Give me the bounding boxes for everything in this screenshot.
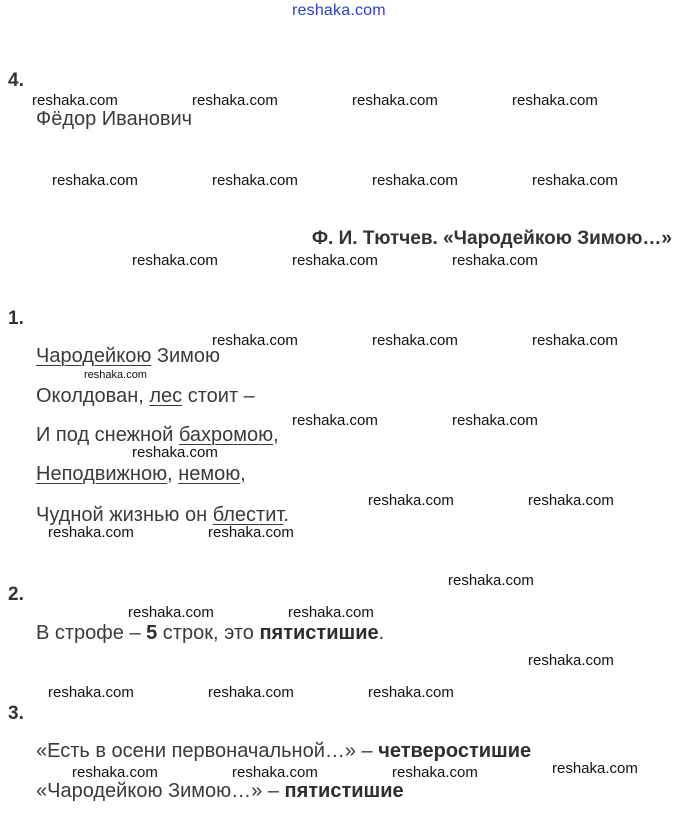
watermark: reshaka.com <box>132 252 218 269</box>
underlined-word: Неподвижною <box>36 463 168 485</box>
poem-line-2: Околдован, лес стоит – <box>36 385 255 407</box>
watermark: reshaka.com <box>452 412 538 429</box>
watermark: reshaka.com <box>288 604 374 621</box>
watermark: reshaka.com <box>128 604 214 621</box>
watermark: reshaka.com <box>84 369 147 381</box>
stanza-term: пятистишие <box>259 622 379 644</box>
poem-line-3: И под снежной бахромою, <box>36 424 279 446</box>
comparison-row-1: «Есть в осени первоначальной…» – четверостишие <box>36 740 532 762</box>
watermark: reshaka.com <box>528 492 614 509</box>
watermark: reshaka.com <box>552 760 638 777</box>
watermark: reshaka.com <box>212 172 298 189</box>
watermark: reshaka.com <box>368 684 454 701</box>
poem-heading: Ф. И. Тютчев. «Чародейкою Зимою…» <box>311 228 672 249</box>
underlined-word: лес <box>149 385 183 407</box>
watermark: reshaka.com <box>292 412 378 429</box>
underlined-word: бахромою <box>178 424 274 446</box>
watermark: reshaka.com <box>72 764 158 781</box>
watermark: reshaka.com <box>292 252 378 269</box>
line-count: 5 <box>146 622 158 644</box>
watermark: reshaka.com <box>132 444 218 461</box>
section-number-2: 2. <box>8 584 24 605</box>
watermark: reshaka.com <box>372 172 458 189</box>
underlined-word: немою <box>178 463 241 485</box>
watermark: reshaka.com <box>192 92 278 109</box>
watermark: reshaka.com <box>532 172 618 189</box>
poem-line-4: Неподвижною, немою, <box>36 463 246 485</box>
site-header[interactable]: reshaka.com <box>292 2 386 19</box>
section-number-1: 1. <box>8 308 24 329</box>
stanza-term: четверостишие <box>378 740 532 762</box>
watermark: reshaka.com <box>368 492 454 509</box>
poem-line-5: Чудной жизнью он блестит. <box>36 504 289 526</box>
watermark: reshaka.com <box>452 252 538 269</box>
watermark: reshaka.com <box>52 172 138 189</box>
watermark: reshaka.com <box>392 764 478 781</box>
watermark: reshaka.com <box>48 524 134 541</box>
watermark: reshaka.com <box>352 92 438 109</box>
section-number-4: 4. <box>8 70 24 91</box>
watermark: reshaka.com <box>512 92 598 109</box>
poem-line-1: Чародейкою Зимою <box>36 345 221 367</box>
watermark: reshaka.com <box>208 684 294 701</box>
section-number-3: 3. <box>8 703 24 724</box>
watermark: reshaka.com <box>232 764 318 781</box>
watermark: reshaka.com <box>208 524 294 541</box>
watermark: reshaka.com <box>48 684 134 701</box>
watermark: reshaka.com <box>32 92 118 109</box>
author-name: Фёдор Иванович <box>36 108 193 130</box>
watermark: reshaka.com <box>212 332 298 349</box>
stanza-term: пятистишие <box>284 780 404 802</box>
watermark: reshaka.com <box>528 652 614 669</box>
watermark: reshaka.com <box>532 332 618 349</box>
comparison-row-2: «Чародейкою Зимою…» – пятистишие <box>36 780 404 802</box>
watermark: reshaka.com <box>372 332 458 349</box>
underlined-word: блестит <box>212 504 284 526</box>
underlined-word: Чародейкою <box>36 345 152 367</box>
stanza-answer: В строфе – 5 строк, это пятистишие. <box>36 622 385 644</box>
watermark: reshaka.com <box>448 572 534 589</box>
